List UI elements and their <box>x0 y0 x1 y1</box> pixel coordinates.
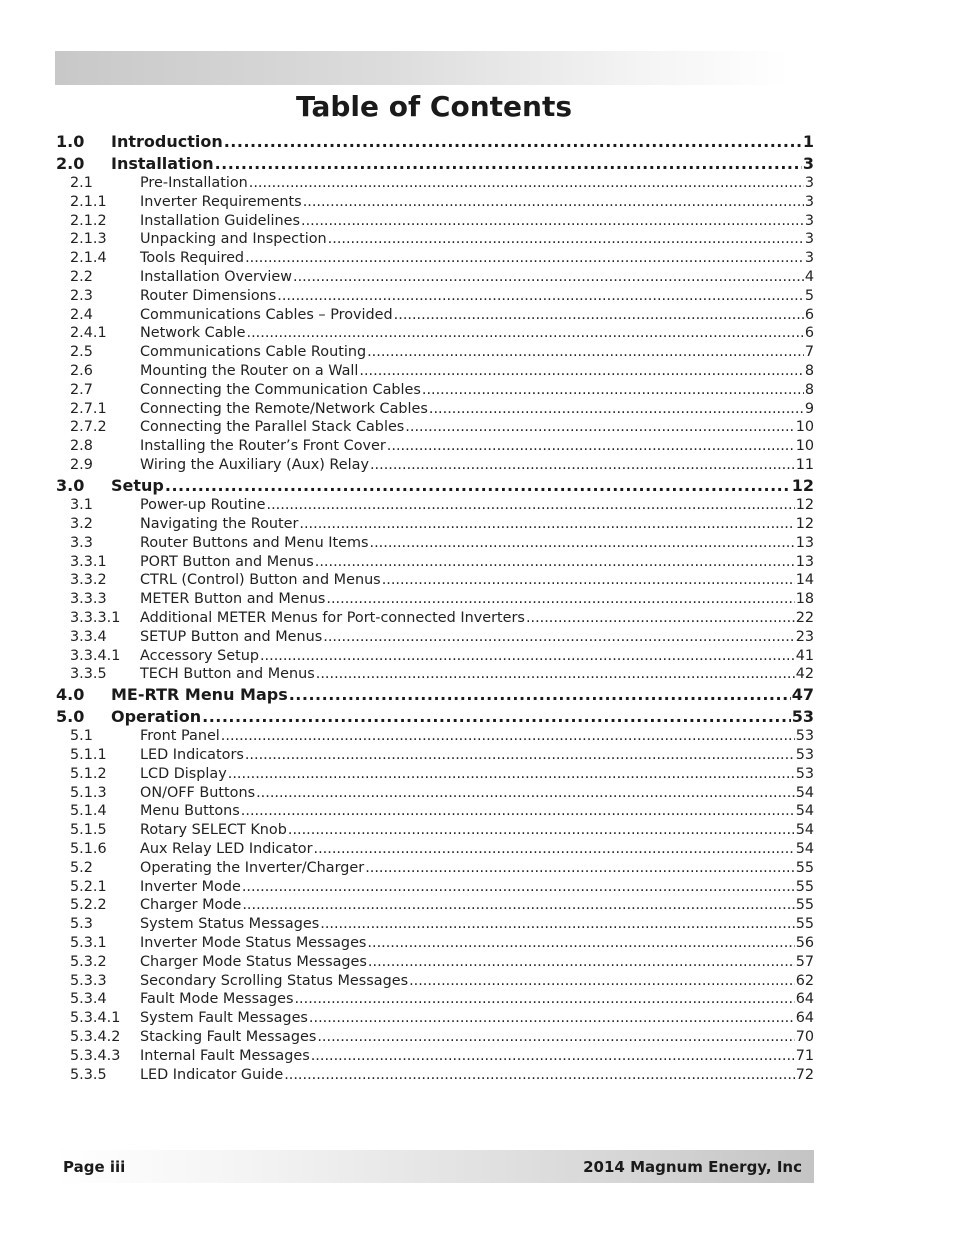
dot-leader <box>221 727 795 746</box>
toc-entry-title: Front Panel <box>140 728 220 745</box>
toc-entry-number: 5.3.5 <box>70 1066 107 1083</box>
toc-entry-title: Installation Guidelines <box>140 212 301 229</box>
toc-entry-number: 2.3 <box>70 287 93 304</box>
toc-entry-number: 2.7.2 <box>70 419 107 436</box>
toc-entry-page: 12 <box>795 516 814 533</box>
toc-entry-page: 3 <box>804 250 814 267</box>
dot-leader <box>256 784 795 803</box>
toc-entry-title: Installation <box>111 153 214 173</box>
toc-entry-number: 5.3.4.1 <box>70 1010 121 1027</box>
toc-entry[interactable] <box>56 174 814 193</box>
toc-entry-page: 42 <box>795 666 814 683</box>
toc-entry-title: TECH Button and Menus <box>140 666 315 683</box>
toc-entry-number: 5.1 <box>70 728 93 745</box>
toc-entry-page: 3 <box>804 175 814 191</box>
dot-leader <box>245 249 804 268</box>
toc-entry-title: Communications Cables – Provided <box>140 306 393 323</box>
dot-leader <box>323 628 794 647</box>
dot-leader <box>289 684 791 706</box>
dot-leader <box>317 1028 794 1047</box>
dot-leader <box>387 437 795 456</box>
toc-entry[interactable] <box>56 628 814 647</box>
dot-leader <box>311 1047 795 1066</box>
dot-leader <box>249 174 804 193</box>
dot-leader <box>367 343 804 362</box>
dot-leader <box>405 418 794 437</box>
toc-entry[interactable] <box>56 153 814 175</box>
toc-entry-number: 2.4 <box>70 306 93 323</box>
toc-entry-title: Router Dimensions <box>140 287 277 304</box>
toc-entry-title: Wiring the Auxiliary (Aux) Relay <box>140 456 369 473</box>
toc-entry-number: 2.6 <box>70 362 93 379</box>
toc-entry-number: 2.2 <box>70 268 93 285</box>
toc-entry-number: 5.3.4.2 <box>70 1028 121 1045</box>
toc-entry-title: Aux Relay LED Indicator <box>140 841 313 857</box>
toc-entry-title: Introduction <box>111 132 223 151</box>
toc-entry-page: 3 <box>804 212 814 229</box>
toc-entry-number: 3.3.3 <box>70 591 107 608</box>
toc-entry-title: System Status Messages <box>140 916 320 933</box>
dot-leader <box>242 896 794 915</box>
toc-entry-page: 57 <box>795 953 814 970</box>
toc-entry-page: 10 <box>795 419 814 436</box>
toc-entry-title: ME-RTR Menu Maps <box>111 685 288 705</box>
toc-entry[interactable] <box>56 859 814 878</box>
dot-leader <box>309 1009 795 1028</box>
toc-entry-title: LED Indicators <box>140 747 244 764</box>
dot-leader <box>299 515 794 534</box>
toc-entry-number: 2.1.1 <box>70 193 107 210</box>
toc-entry-number: 5.1.3 <box>70 784 107 801</box>
toc-entry-number: 5.0 <box>56 706 85 726</box>
toc-entry[interactable] <box>56 1047 814 1066</box>
toc-entry-title: Power-up Routine <box>140 497 266 514</box>
toc-entry[interactable] <box>56 249 814 268</box>
toc-entry-number: 2.7.1 <box>70 400 107 417</box>
toc-entry-number: 5.3 <box>70 916 93 933</box>
toc-entry[interactable] <box>56 821 814 840</box>
toc-entry-title: Setup <box>111 475 164 495</box>
toc-entry-number: 3.2 <box>70 516 93 533</box>
dot-leader <box>228 765 795 784</box>
dot-leader <box>247 324 804 343</box>
toc-entry[interactable] <box>56 896 814 915</box>
toc-entry[interactable] <box>56 915 814 934</box>
dot-leader <box>526 609 795 628</box>
toc-entry-number: 3.3.4 <box>70 628 107 645</box>
toc-entry-number: 5.3.2 <box>70 953 107 970</box>
toc-entry-number: 3.3.5 <box>70 666 107 683</box>
toc-entry-number: 5.1.2 <box>70 765 107 782</box>
toc-entry-number: 2.1.4 <box>70 250 107 267</box>
toc-entry-page: 54 <box>795 822 814 839</box>
toc-entry-title: Network Cable <box>140 325 246 342</box>
toc-entry-page: 11 <box>795 456 814 473</box>
toc-entry-number: 5.1.6 <box>70 841 107 857</box>
toc-entry-page: 55 <box>795 878 814 895</box>
dot-leader <box>370 456 795 475</box>
toc-entry-title: Operation <box>111 706 202 726</box>
toc-entry[interactable] <box>56 1009 814 1028</box>
toc-entry-number: 3.3.1 <box>70 553 107 570</box>
toc-entry-number: 5.2.2 <box>70 897 107 914</box>
dot-leader <box>315 553 795 572</box>
dot-leader <box>320 915 794 934</box>
toc-entry[interactable] <box>56 590 814 609</box>
toc-entry-page: 6 <box>804 306 814 323</box>
toc-entry-title: Secondary Scrolling Status Messages <box>140 972 409 989</box>
toc-entry-number: 5.3.1 <box>70 934 107 951</box>
toc-entry-number: 3.3.3.1 <box>70 610 121 627</box>
toc-entry[interactable] <box>56 609 814 628</box>
dot-leader <box>260 647 795 666</box>
toc-entry[interactable] <box>56 306 814 325</box>
toc-entry-title: Pre-Installation <box>140 175 248 191</box>
toc-entry-number: 1.0 <box>56 132 85 151</box>
toc-entry-page: 1 <box>802 132 814 151</box>
toc-entry-page: 54 <box>795 803 814 820</box>
toc-entry-title: Charger Mode <box>140 897 242 914</box>
toc-entry-number: 2.4.1 <box>70 325 107 342</box>
toc-entry-page: 12 <box>791 475 814 495</box>
toc-entry[interactable] <box>56 212 814 231</box>
toc-entry-page: 70 <box>795 1028 814 1045</box>
toc-entry[interactable] <box>56 496 814 515</box>
toc-entry-number: 2.1.3 <box>70 231 107 248</box>
dot-leader <box>241 802 795 821</box>
toc-entry-page: 8 <box>804 381 814 398</box>
toc-entry-title: ON/OFF Buttons <box>140 784 256 801</box>
toc-entry-number: 3.3 <box>70 534 93 551</box>
toc-entry[interactable] <box>56 784 814 803</box>
toc-entry[interactable] <box>56 665 814 684</box>
toc-entry[interactable] <box>56 475 814 497</box>
toc-entry-page: 23 <box>795 628 814 645</box>
toc-entry-number: 5.2.1 <box>70 878 107 895</box>
toc-entry[interactable] <box>56 1066 814 1085</box>
toc-entry[interactable] <box>56 953 814 972</box>
toc-entry-page: 41 <box>795 647 814 664</box>
toc-entry[interactable] <box>56 381 814 400</box>
toc-entry-page: 53 <box>791 706 814 726</box>
toc-entry-title: LCD Display <box>140 765 227 782</box>
toc-entry-number: 2.7 <box>70 381 93 398</box>
header-band <box>55 51 789 85</box>
dot-leader <box>294 990 794 1009</box>
dot-leader <box>429 400 804 419</box>
dot-leader <box>301 212 804 231</box>
dot-leader <box>365 859 795 878</box>
toc-entry-number: 2.0 <box>56 153 85 173</box>
toc-entry[interactable] <box>56 571 814 590</box>
toc-entry-number: 2.5 <box>70 344 93 361</box>
toc-entry[interactable] <box>56 990 814 1009</box>
toc-entry-number: 2.1 <box>70 175 93 191</box>
toc-entry-title: Menu Buttons <box>140 803 240 820</box>
toc-entry-page: 55 <box>795 897 814 914</box>
toc-entry-page: 3 <box>804 231 814 248</box>
toc-entry[interactable] <box>56 456 814 475</box>
toc-entry[interactable] <box>56 268 814 287</box>
dot-leader <box>288 821 795 840</box>
toc-entry[interactable] <box>56 534 814 553</box>
toc-entry-number: 5.1.4 <box>70 803 107 820</box>
toc-entry-page: 62 <box>795 972 814 989</box>
toc-entry-number: 3.3.2 <box>70 572 107 589</box>
toc-entry-number: 5.3.3 <box>70 972 107 989</box>
toc-entry-page: 13 <box>795 553 814 570</box>
toc-entry-title: Installing the Router’s Front Cover <box>140 438 386 455</box>
toc-entry-title: PORT Button and Menus <box>140 553 314 570</box>
table-of-contents <box>56 131 814 1084</box>
toc-entry-page: 53 <box>795 765 814 782</box>
dot-leader <box>359 362 803 381</box>
toc-entry-title: System Fault Messages <box>140 1010 308 1027</box>
toc-entry[interactable] <box>56 727 814 746</box>
toc-entry-title: Router Buttons and Menu Items <box>140 534 369 551</box>
dot-leader <box>215 153 802 175</box>
copyright-text: 2014 Magnum Energy, Inc <box>583 1158 802 1176</box>
dot-leader <box>314 840 795 859</box>
toc-entry[interactable] <box>56 131 814 153</box>
toc-entry-number: 3.3.4.1 <box>70 647 121 664</box>
toc-entry[interactable] <box>56 802 814 821</box>
toc-entry-number: 2.8 <box>70 438 93 455</box>
toc-entry-page: 5 <box>804 287 814 304</box>
toc-entry-title: Connecting the Communication Cables <box>140 381 421 398</box>
toc-entry-number: 5.1.1 <box>70 747 107 764</box>
toc-entry-title: Connecting the Remote/Network Cables <box>140 400 428 417</box>
dot-leader <box>242 878 795 897</box>
toc-entry[interactable] <box>56 684 814 706</box>
toc-entry-page: 7 <box>804 344 814 361</box>
dot-leader <box>267 496 795 515</box>
toc-entry-title: Accessory Setup <box>140 647 259 664</box>
toc-entry-number: 5.1.5 <box>70 822 107 839</box>
toc-entry[interactable] <box>56 934 814 953</box>
toc-entry[interactable] <box>56 1028 814 1047</box>
toc-entry[interactable] <box>56 706 814 728</box>
dot-leader <box>370 534 795 553</box>
dot-leader <box>224 131 802 153</box>
toc-entry[interactable] <box>56 287 814 306</box>
toc-entry[interactable] <box>56 437 814 456</box>
toc-entry-page: 64 <box>795 1010 814 1027</box>
toc-entry-number: 3.1 <box>70 497 93 514</box>
toc-entry-title: Rotary SELECT Knob <box>140 822 287 839</box>
toc-entry[interactable] <box>56 230 814 249</box>
dot-leader <box>293 268 804 287</box>
toc-entry[interactable] <box>56 765 814 784</box>
dot-leader <box>328 230 804 249</box>
toc-entry-title: Operating the Inverter/Charger <box>140 859 365 876</box>
toc-entry-title: Additional METER Menus for Port-connected Inverters <box>140 610 525 627</box>
toc-entry-page: 3 <box>804 193 814 210</box>
toc-entry-title: Fault Mode Messages <box>140 991 294 1008</box>
toc-entry-title: Mounting the Router on a Wall <box>140 362 359 379</box>
toc-entry-page: 47 <box>791 685 814 705</box>
toc-entry-page: 14 <box>795 572 814 589</box>
toc-entry-page: 9 <box>804 400 814 417</box>
toc-entry-title: Unpacking and Inspection <box>140 231 327 248</box>
toc-entry-number: 4.0 <box>56 685 85 705</box>
toc-entry-page: 3 <box>802 153 814 173</box>
toc-entry-page: 54 <box>795 841 814 857</box>
dot-leader <box>316 665 795 684</box>
dot-leader <box>277 287 804 306</box>
dot-leader <box>165 475 791 497</box>
toc-entry-title: Charger Mode Status Messages <box>140 953 367 970</box>
toc-entry[interactable] <box>56 647 814 666</box>
toc-entry-page: 13 <box>795 534 814 551</box>
toc-entry-title: Internal Fault Messages <box>140 1047 310 1064</box>
toc-entry-page: 6 <box>804 325 814 342</box>
dot-leader <box>394 306 804 325</box>
dot-leader <box>202 706 791 728</box>
toc-entry-page: 18 <box>795 591 814 608</box>
toc-entry[interactable] <box>56 418 814 437</box>
toc-entry[interactable] <box>56 840 814 859</box>
toc-entry-page: 10 <box>795 438 814 455</box>
toc-entry[interactable] <box>56 193 814 212</box>
toc-entry[interactable] <box>56 972 814 991</box>
toc-entry[interactable] <box>56 362 814 381</box>
toc-entry-title: CTRL (Control) Button and Menus <box>140 572 381 589</box>
toc-entry-page: 71 <box>795 1047 814 1064</box>
toc-entry-title: Inverter Mode <box>140 878 241 895</box>
dot-leader <box>368 953 795 972</box>
toc-entry[interactable] <box>56 324 814 343</box>
toc-entry-page: 56 <box>795 934 814 951</box>
toc-entry-title: METER Button and Menus <box>140 591 326 608</box>
dot-leader <box>422 381 804 400</box>
page-number: Page iii <box>63 1158 126 1176</box>
toc-entry-page: 53 <box>795 747 814 764</box>
toc-entry-page: 64 <box>795 991 814 1008</box>
toc-entry-page: 12 <box>795 497 814 514</box>
toc-entry-page: 55 <box>795 916 814 933</box>
page-title: Table of Contents <box>295 90 572 123</box>
toc-entry[interactable] <box>56 746 814 765</box>
dot-leader <box>245 746 795 765</box>
toc-entry-title: Communications Cable Routing <box>140 344 367 361</box>
toc-entry-page: 8 <box>804 362 814 379</box>
toc-entry-title: Navigating the Router <box>140 516 299 533</box>
toc-entry-number: 5.3.4 <box>70 991 107 1008</box>
dot-leader <box>367 934 794 953</box>
dot-leader <box>326 590 794 609</box>
toc-entry[interactable] <box>56 553 814 572</box>
toc-entry[interactable] <box>56 400 814 419</box>
toc-entry-page: 4 <box>804 268 814 285</box>
toc-entry[interactable] <box>56 343 814 362</box>
toc-entry-title: Inverter Mode Status Messages <box>140 934 367 951</box>
toc-entry[interactable] <box>56 515 814 534</box>
toc-entry-number: 2.1.2 <box>70 212 107 229</box>
toc-entry-title: LED Indicator Guide <box>140 1066 284 1083</box>
toc-entry-number: 2.9 <box>70 456 93 473</box>
toc-entry-title: Stacking Fault Messages <box>140 1028 317 1045</box>
toc-entry-page: 72 <box>795 1066 814 1083</box>
toc-entry-number: 3.0 <box>56 475 85 495</box>
toc-entry-page: 55 <box>795 859 814 876</box>
toc-entry-page: 54 <box>795 784 814 801</box>
footer-band <box>55 1150 814 1183</box>
toc-entry-title: Tools Required <box>140 250 245 267</box>
toc-entry[interactable] <box>56 878 814 897</box>
dot-leader <box>409 972 795 991</box>
dot-leader <box>284 1066 794 1085</box>
dot-leader <box>382 571 795 590</box>
toc-entry-title: Connecting the Parallel Stack Cables <box>140 419 405 436</box>
toc-entry-title: Installation Overview <box>140 268 293 285</box>
toc-entry-page: 53 <box>795 728 814 745</box>
toc-entry-number: 5.2 <box>70 859 93 876</box>
dot-leader <box>303 193 804 212</box>
toc-entry-title: Inverter Requirements <box>140 193 302 210</box>
toc-entry-title: SETUP Button and Menus <box>140 628 323 645</box>
toc-entry-page: 22 <box>795 610 814 627</box>
toc-entry-number: 5.3.4.3 <box>70 1047 121 1064</box>
